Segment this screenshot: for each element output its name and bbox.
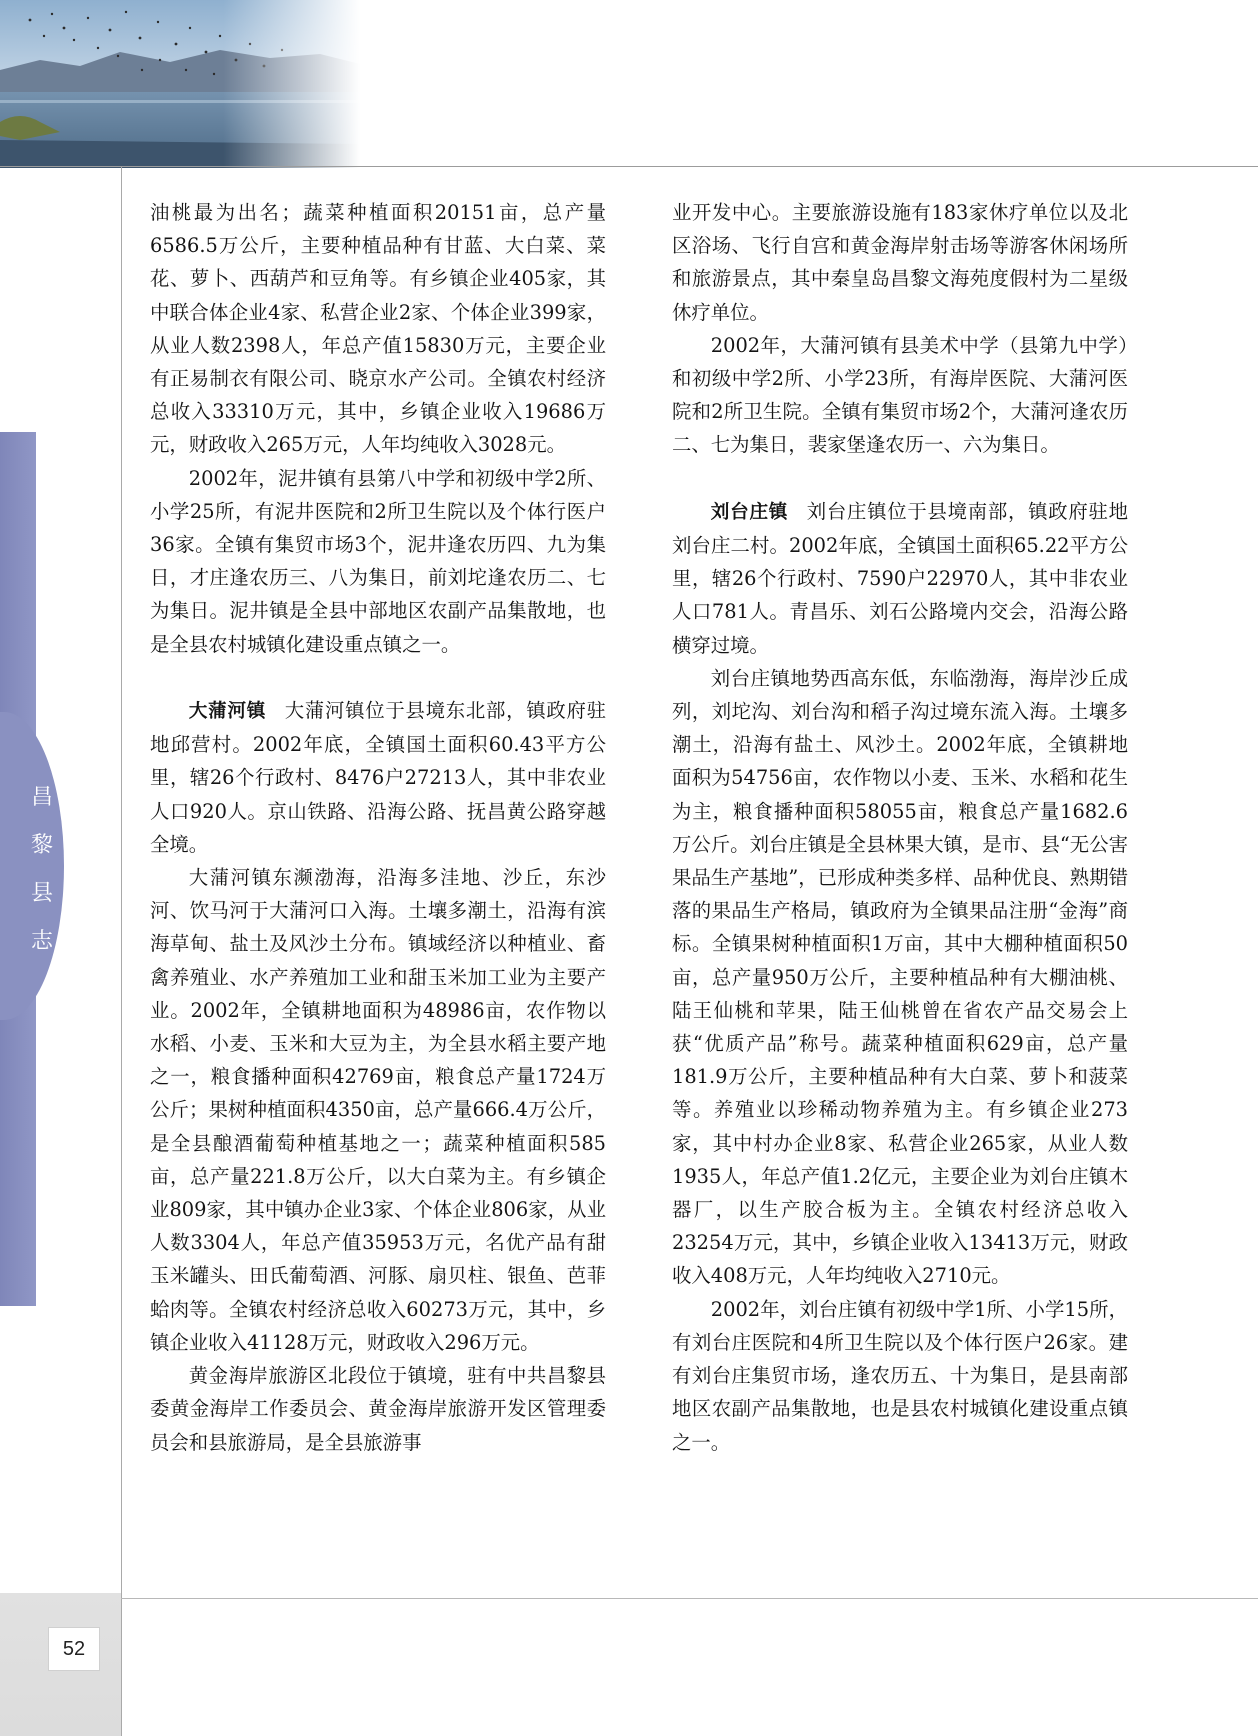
book-title-char: 县 (30, 881, 53, 906)
paragraph-text: 刘台庄镇位于县境南部，镇政府驻地刘台庄二村。2002年底，全镇国土面积65.22平方公里，辖26个行政村、7590户22970人，其中非农业人口781人。青昌乐、刘石公路境内交会，沿海公路横穿过境。 (672, 499, 1128, 657)
paragraph: 2002年，泥井镇有县第八中学和初级中学2所、小学25所，有泥井医院和2所卫生院以及个体行医户36家。全镇有集贸市场3个，泥井逢农历四、九为集日，才庄逢农历三、八为集日，前刘坨逢农历二、七为集日。泥井镇是全县中部地区农副产品集散地，也是全县农村城镇化建设重点镇之一。 (150, 466, 606, 656)
paragraph: 大蒲河镇东濒渤海，沿海多洼地、沙丘，东沙河、饮马河于大蒲河口入海。土壤多潮土，沿海有滨海草甸、盐土及风沙土分布。镇域经济以种植业、畜禽养殖业、水产养殖加工业和甜玉米加工业为主要产业。2002年，全镇耕地面积为48986亩，农作物以水稻、小麦、玉米和大豆为主，为全县水稻主要产地之一，粮食播种面积42769亩，粮食总产量1724万公斤；果树种植面积4350亩，总产量666.4万公斤，是全县酿酒葡萄种植基地之一；蔬菜种植面积585亩，总产量221.8万公斤，以大白菜为主。有乡镇企业809家，其中镇办企业3家、个体企业806家，从业人数3304人，年总产值35953万元，名优产品有甜玉米罐头、田氏葡萄酒、河豚、扇贝柱、银鱼、芭菲蛤肉等。全镇农村经济总收入60273万元，其中，乡镇企业收入41128万元，财政收入296万元。 (150, 866, 606, 1354)
paragraph-text: 大蒲河镇位于县境东北部，镇政府驻地邱营村。2002年底，全镇国土面积60.43平方公里，辖26个行政村、8476户27213人，其中非农业人口920人。京山铁路、沿海公路、抚昌黄公路穿越全境。 (150, 699, 606, 856)
paragraph: 黄金海岸旅游区北段位于镇境，驻有中共昌黎县委黄金海岸工作委员会、黄金海岸旅游开发区管理委员会和县旅游局，是全县旅游事 (150, 1364, 606, 1454)
book-title-char: 黎 (30, 833, 53, 858)
right-text-column (672, 196, 1128, 1459)
section-paragraph (150, 694, 606, 861)
paragraph: 刘台庄镇地势西高东低，东临渤海，海岸沙丘成列，刘坨沟、刘台沟和稻子沟过境东流入海。土壤多潮土，沿海有盐土、风沙土。2002年底，全镇耕地面积为54756亩，农作物以小麦、玉米、水稻和花生为主，粮食播种面积58055亩，粮食总产量1682.6万公斤。刘台庄镇是全县林果大镇，是市、县“无公害果品生产基地”，已形成种类多样、品种优良、熟期错落的果品生产格局，镇政府为全镇果品注册“金海”商标。全镇果树种植面积1万亩，其中大棚种植面积50亩，总产量950万公斤，主要种植品种有大棚油桃、陆王仙桃和苹果，陆王仙桃曾在省农产品交易会上获“优质产品”称号。蔬菜种植面积629亩，总产量181.9万公斤，主要种植品种有大白菜、萝卜和菠菜等。养殖业以珍稀动物养殖为主。有乡镇企业273家，其中村办企业8家、私营企业265家，从业人数1935人，年总产值1.2亿元，主要企业为刘台庄镇木器厂，以生产胶合板为主。全镇农村经济总收入23254万元，其中，乡镇企业收入13413万元，财政收入408万元，人年均纯收入2710元。 (672, 666, 1128, 1288)
book-title-vertical (22, 786, 62, 954)
town-heading: 刘台庄镇 (710, 501, 789, 523)
paragraph: 2002年，刘台庄镇有初级中学1所、小学15所，有刘台庄医院和4所卫生院以及个体行医户26家。建有刘台庄集贸市场，逢农历五、十为集日，是县南部地区农副产品集散地，也是县农村城镇化建设重点镇之一。 (672, 1297, 1128, 1454)
lake-birds-photo (0, 0, 1258, 168)
paragraph: 业开发中心。主要旅游设施有183家休疗单位以及北区浴场、飞行自宫和黄金海岸射击场等游客休闲场所和旅游景点，其中秦皇岛昌黎文海苑度假村为二星级休疗单位。 (672, 201, 1128, 324)
section-paragraph (672, 495, 1128, 662)
margin-rule (121, 167, 122, 1736)
book-title-char: 志 (30, 929, 53, 954)
paragraph: 油桃最为出名；蔬菜种植面积20151亩，总产量6586.5万公斤，主要种植品种有甘蓝、大白菜、菜花、萝卜、西葫芦和豆角等。有乡镇企业405家，其中联合体企业4家、私营企业2家、个体企业399家，从业人数2398人，年总产值15830万元，主要企业有正易制衣有限公司、晓京水产公司。全镇农村经济总收入33310万元，其中，乡镇企业收入19686万元，财政收入265万元，人年均纯收入3028元。 (150, 201, 606, 457)
footer-rule (121, 1598, 1258, 1599)
book-title-char: 昌 (30, 785, 53, 810)
town-heading: 大蒲河镇 (188, 701, 267, 723)
paragraph: 2002年，大蒲河镇有县美术中学（县第九中学）和初级中学2所、小学23所，有海岸医院、大蒲河医院和2所卫生院。全镇有集贸市场2个，大蒲河逢农历二、七为集日，裴家堡逢农历一、六为集日。 (672, 333, 1128, 457)
header-landscape-image (0, 0, 1258, 168)
page-number: 52 (48, 1627, 100, 1671)
left-text-column (150, 196, 606, 1459)
header-rule (0, 166, 1258, 167)
